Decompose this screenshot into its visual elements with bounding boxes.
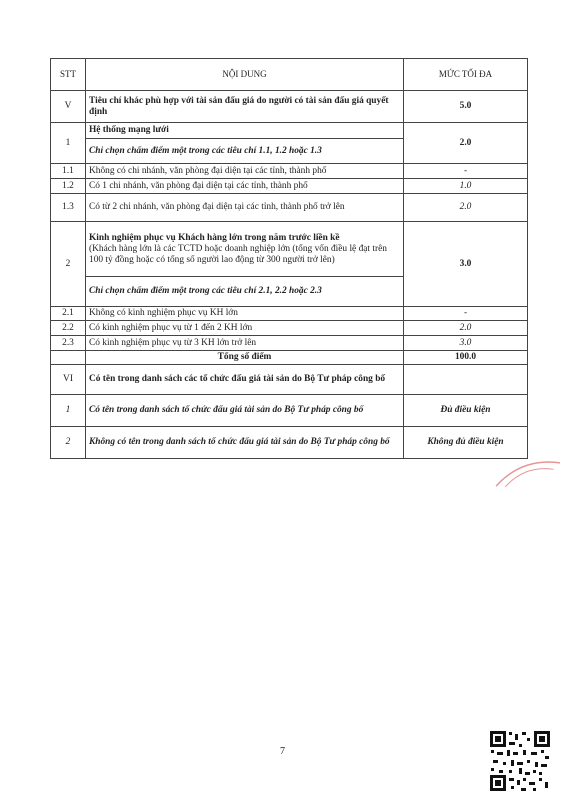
- total-row: [51, 351, 528, 365]
- row-score: Không đủ điều kiện: [404, 427, 528, 459]
- table-row: [51, 307, 528, 321]
- row-stt: V: [51, 91, 86, 123]
- row-stt: 1: [51, 123, 86, 164]
- row-score: -: [404, 164, 528, 179]
- table-header-row: [51, 59, 528, 91]
- row-score-empty: [404, 365, 528, 395]
- row-content-block: [86, 222, 404, 277]
- table-row: [51, 123, 528, 139]
- row-content: Không có tên trong danh sách tổ chức đấu giá tài sản do Bộ Tư pháp công bố: [86, 427, 404, 459]
- row-stt: 2: [51, 222, 86, 307]
- header-noi-dung: NỘI DUNG: [86, 59, 404, 91]
- row-content: Có 1 chi nhánh, văn phòng đại diện tại các tỉnh, thành phố: [86, 179, 404, 194]
- row-content: Không có chi nhánh, văn phòng đại diện tại các tỉnh, thành phố: [86, 164, 404, 179]
- row-score: 5.0: [404, 91, 528, 123]
- table-row: [51, 194, 528, 222]
- table-row: [51, 222, 528, 277]
- row-stt: 2: [51, 427, 86, 459]
- row-content: Có kinh nghiệm phục vụ từ 3 KH lớn trở lên: [86, 336, 404, 351]
- row-stt: 1.1: [51, 164, 86, 179]
- row-score: 2.0: [404, 194, 528, 222]
- header-stt: STT: [51, 59, 86, 91]
- table-row: [51, 91, 528, 123]
- row-score: -: [404, 307, 528, 321]
- row-stt: 1.3: [51, 194, 86, 222]
- qr-code-icon: [489, 730, 551, 792]
- row-content: Có tên trong danh sách tổ chức đấu giá tài sản do Bộ Tư pháp công bố: [86, 395, 404, 427]
- table-row: [51, 179, 528, 194]
- row-content: Hệ thống mạng lưới: [86, 123, 404, 139]
- row-content: Không có kinh nghiệm phục vụ KH lớn: [86, 307, 404, 321]
- row-score: 3.0: [404, 222, 528, 307]
- criteria-table: [50, 58, 528, 459]
- row-stt: VI: [51, 365, 86, 395]
- row-score: 2.0: [404, 123, 528, 164]
- row-stt: 2.3: [51, 336, 86, 351]
- row-note: Chỉ chọn chấm điểm một trong các tiêu chí 2.1, 2.2 hoặc 2.3: [86, 277, 404, 307]
- row-score: Đủ điều kiện: [404, 395, 528, 427]
- table-row: [51, 395, 528, 427]
- row-stt-empty: [51, 351, 86, 365]
- table-row: [51, 336, 528, 351]
- row-stt: 2.2: [51, 321, 86, 336]
- row-content-detail: (Khách hàng lớn là các TCTD hoặc doanh nghiệp lớn (tổng vốn điều lệ đạt trên 100 tỷ đồng hoặc có tổng số người lao động từ 300 người trở lên): [89, 243, 387, 265]
- row-content: Có kinh nghiệm phục vụ từ 1 đến 2 KH lớn: [86, 321, 404, 336]
- table-row: [51, 365, 528, 395]
- row-score: 1.0: [404, 179, 528, 194]
- row-score: 3.0: [404, 336, 528, 351]
- table-row: [51, 321, 528, 336]
- page-number: 7: [280, 746, 285, 757]
- row-content: Có tên trong danh sách các tổ chức đấu giá tài sản do Bộ Tư pháp công bố: [86, 365, 404, 395]
- table-row: [51, 427, 528, 459]
- row-note: Chỉ chọn chấm điểm một trong các tiêu chí 1.1, 1.2 hoặc 1.3: [86, 139, 404, 164]
- row-content: Tiêu chí khác phù hợp với tài sản đấu giá do người có tài sản đấu giá quyết định: [86, 91, 404, 123]
- row-stt: 2.1: [51, 307, 86, 321]
- row-stt: 1.2: [51, 179, 86, 194]
- table-row: [51, 164, 528, 179]
- row-score: 2.0: [404, 321, 528, 336]
- row-stt: 1: [51, 395, 86, 427]
- total-label: Tổng số điểm: [86, 351, 404, 365]
- row-content: Có từ 2 chi nhánh, văn phòng đại diện tại các tỉnh, thành phố trở lên: [86, 194, 404, 222]
- row-content: Kinh nghiệm phục vụ Khách hàng lớn trong năm trước liền kề: [89, 232, 340, 243]
- header-muc-toi-da: MỨC TỐI ĐA: [404, 59, 528, 91]
- total-score: 100.0: [404, 351, 528, 365]
